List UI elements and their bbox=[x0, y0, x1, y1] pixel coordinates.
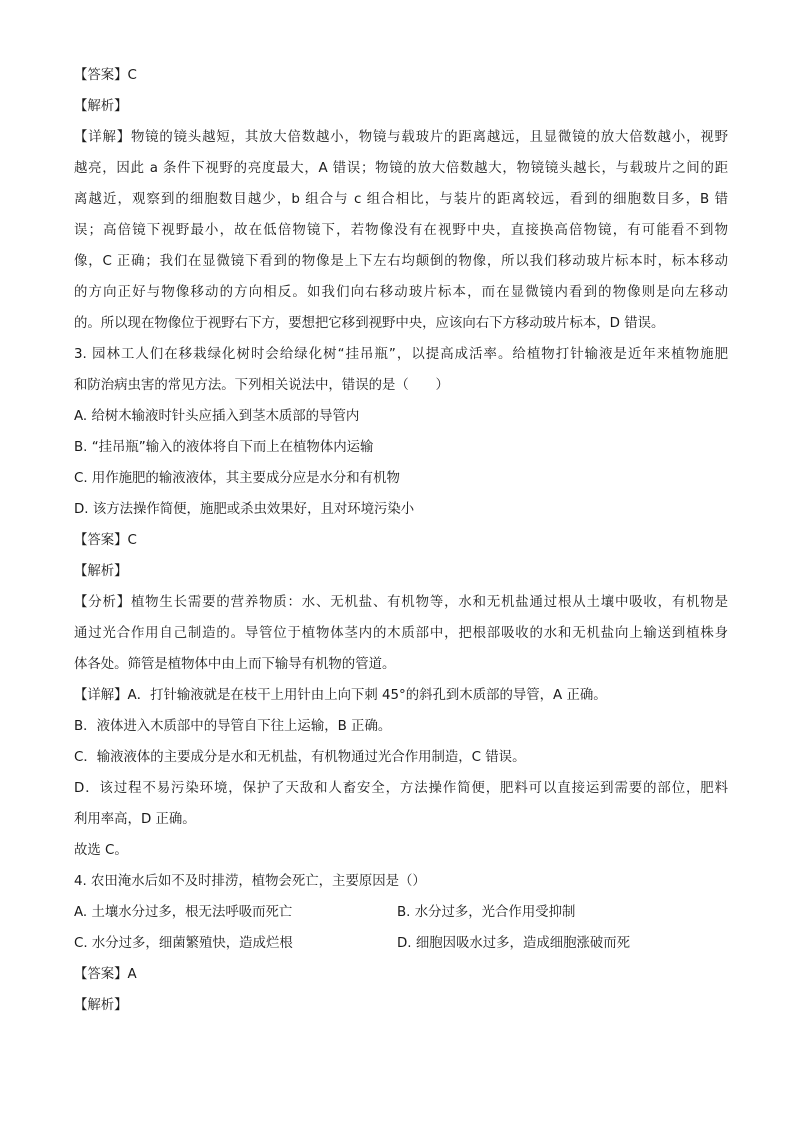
text-line: 的。所以现在物像位于视野右下方，要想把它移到视野中央，应该向右下方移动玻片标本，D 错误。 bbox=[74, 316, 665, 331]
text-line: 【解析】 bbox=[74, 99, 128, 114]
text-line: 【分析】植物生长需要的营养物质：水、无机盐、有机物等，水和无机盐通过根从土壤中吸收，有机物是 bbox=[74, 595, 728, 610]
option-item: A. 土壤水分过多，根无法呼吸而死亡 bbox=[74, 905, 293, 920]
text-line: 像，C 正确；我们在显微镜下看到的物像是上下左右均颠倒的物像，所以我们移动玻片标本时，标本移动 bbox=[74, 254, 728, 269]
text-line: 【答案】A bbox=[74, 967, 137, 982]
option-item: C. 水分过多，细菌繁殖快，造成烂根 bbox=[74, 936, 293, 951]
text-line: 故选 C。 bbox=[74, 843, 128, 858]
option-item: B. 水分过多，光合作用受抑制 bbox=[397, 905, 576, 920]
text-line: 和防治病虫害的常见方法。下列相关说法中，错误的是（ ） bbox=[74, 378, 449, 393]
document-body bbox=[74, 60, 728, 897]
text-line: A. 给树木输液时针头应插入到茎木质部的导管内 bbox=[74, 409, 360, 424]
text-line: 4. 农田淹水后如不及时排涝，植物会死亡，主要原因是（） bbox=[74, 874, 426, 889]
option-row bbox=[74, 897, 728, 928]
text-line: B. “挂吊瓶”输入的液体将自下而上在植物体内运输 bbox=[74, 440, 374, 455]
question-4-options bbox=[74, 897, 728, 959]
text-line: 【解析】 bbox=[74, 564, 128, 579]
text-line: 误；高倍镜下视野最小，故在低倍物镜下，若物像没有在视野中央，直接换高倍物镜，有可能看不到物 bbox=[74, 223, 728, 238]
text-line: 通过光合作用自己制造的。导管位于植物体茎内的木质部中，把根部吸收的水和无机盐向上输送到植株身 bbox=[74, 626, 728, 641]
text-line: C. 用作施肥的输液液体，其主要成分应是水分和有机物 bbox=[74, 471, 400, 486]
option-row bbox=[74, 928, 728, 959]
text-line: 利用率高，D 正确。 bbox=[74, 812, 196, 827]
text-line: 的方向正好与物像移动的方向相反。如我们向右移动玻片标本，而在显微镜内看到的物像则是向左移动 bbox=[74, 285, 728, 300]
text-line: 【答案】C bbox=[74, 68, 137, 83]
text-line: 【详解】物镜的镜头越短，其放大倍数越小，物镜与载玻片的距离越远，且显微镜的放大倍数越小，视野 bbox=[74, 130, 728, 145]
text-line: 越亮，因此 a 条件下视野的亮度最大，A 错误；物镜的放大倍数越大，物镜镜头越长，与载玻片之间的距 bbox=[74, 161, 728, 176]
text-line: 体各处。筛管是植物体中由上而下输导有机物的管道。 bbox=[74, 657, 396, 672]
text-line: 【详解】A．打针输液就是在枝干上用针由上向下刺 45°的斜孔到木质部的导管，A 正确。 bbox=[74, 688, 607, 703]
text-line: 【解析】 bbox=[74, 998, 128, 1013]
text-line: D．该过程不易污染环境，保护了天敌和人畜安全，方法操作简便，肥料可以直接运到需要的部位，肥料 bbox=[74, 781, 728, 796]
document-tail bbox=[74, 959, 728, 1021]
text-line: B．液体进入木质部中的导管自下往上运输，B 正确。 bbox=[74, 719, 392, 734]
text-line: C．输液液体的主要成分是水和无机盐，有机物通过光合作用制造，C 错误。 bbox=[74, 750, 526, 765]
text-line: D. 该方法操作简便，施肥或杀虫效果好，且对环境污染小 bbox=[74, 502, 415, 517]
text-line: 离越近，观察到的细胞数目越少，b 组合与 c 组合相比，与装片的距离较远，看到的细胞数目多，B 错 bbox=[74, 192, 728, 207]
option-item: D. 细胞因吸水过多，造成细胞涨破而死 bbox=[397, 936, 631, 951]
text-line: 【答案】C bbox=[74, 533, 137, 548]
text-line: 3. 园林工人们在移栽绿化树时会给绿化树“挂吊瓶”，以提高成活率。给植物打针输液是近年来植物施肥 bbox=[74, 347, 728, 362]
